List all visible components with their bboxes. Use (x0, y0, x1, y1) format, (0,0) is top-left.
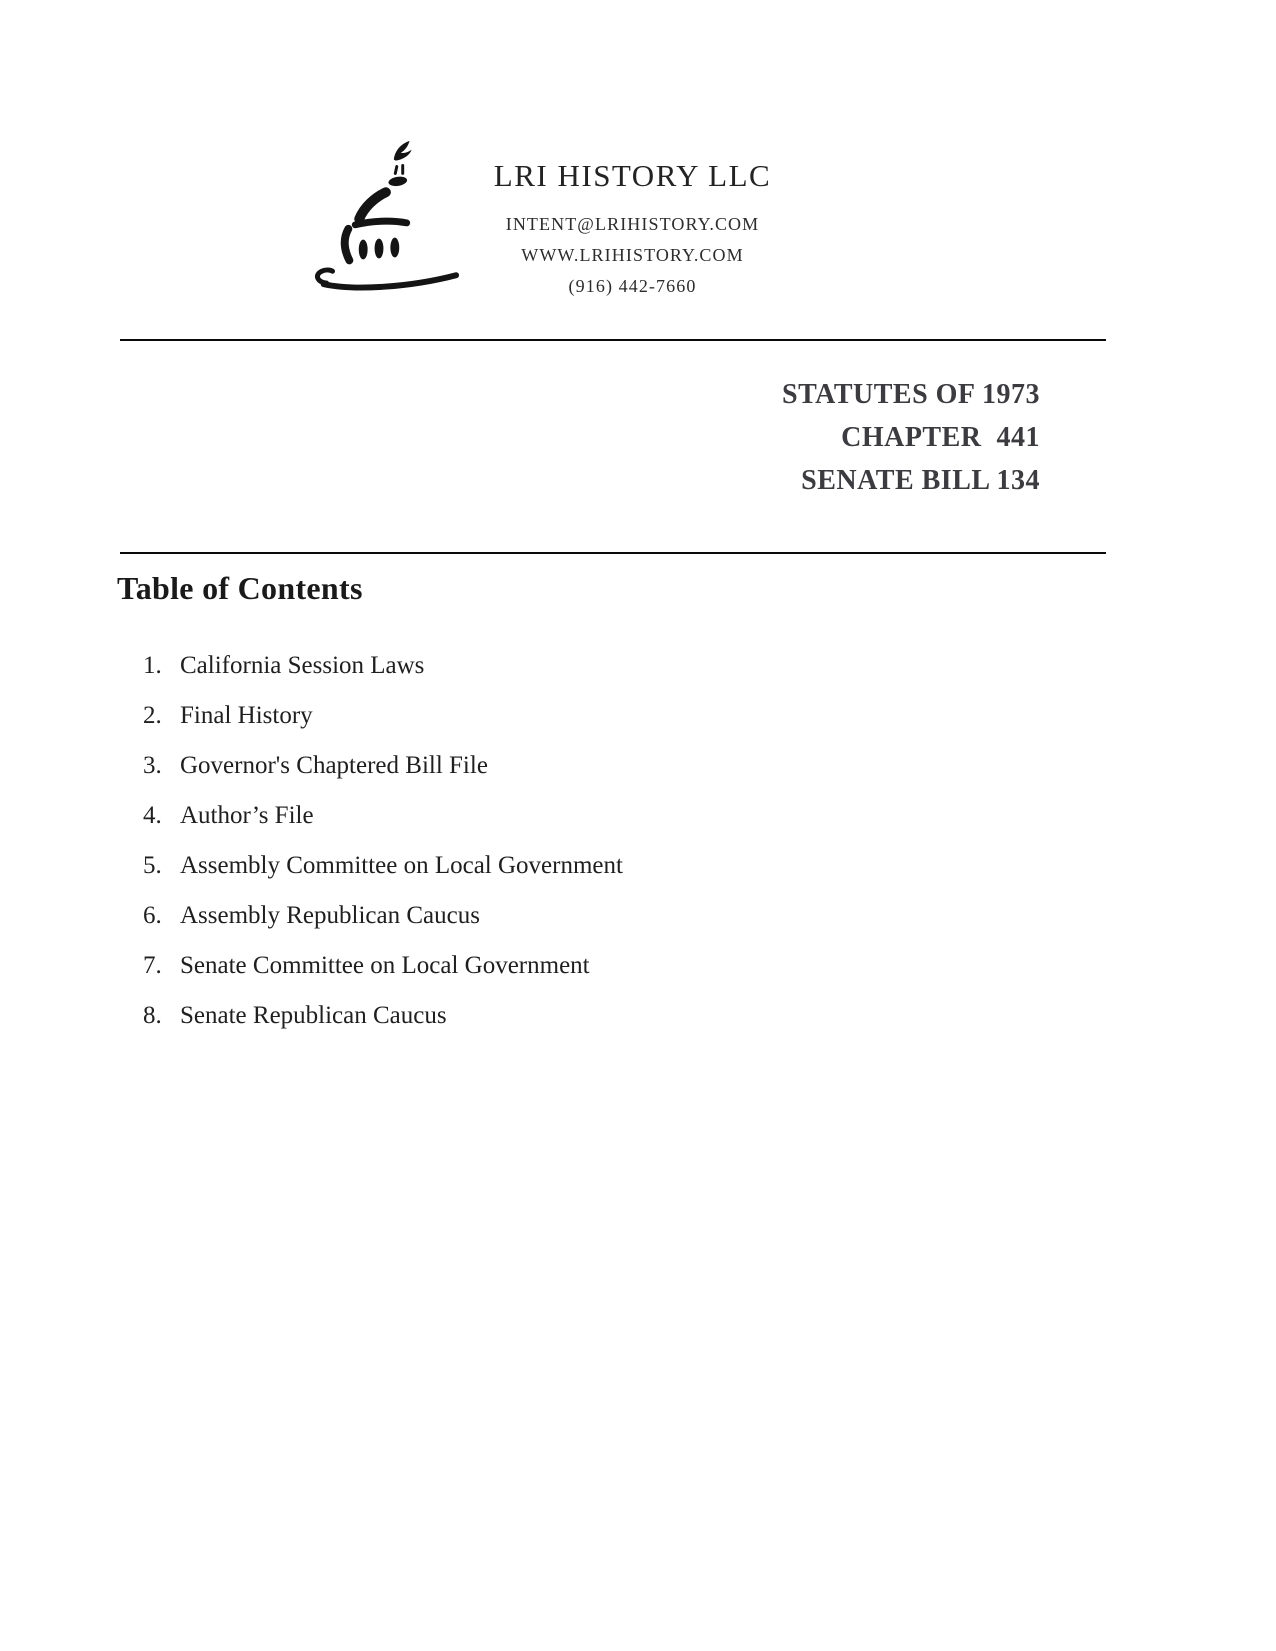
toc-item (143, 652, 623, 702)
horizontal-rule-bottom (120, 552, 1106, 554)
toc-item (143, 952, 623, 1002)
toc-item-label: Governor's Chaptered Bill File (180, 752, 488, 779)
senate-bill-line: SENATE BILL 134 (801, 465, 1040, 496)
toc-item-label: Final History (180, 702, 313, 729)
horizontal-rule-top (120, 339, 1106, 341)
toc-item-number: 2. (143, 702, 162, 729)
company-website: WWW.LRIHISTORY.COM (521, 245, 744, 265)
company-phone: (916) 442-7660 (568, 276, 697, 296)
toc-item (143, 702, 623, 752)
toc-item-label: Assembly Republican Caucus (180, 902, 480, 929)
letterhead (470, 158, 795, 302)
company-name: LRI HISTORY LLC (493, 158, 772, 193)
toc-item (143, 902, 623, 952)
toc-list (143, 652, 623, 1052)
toc-item-number: 1. (143, 652, 162, 679)
toc-item-number: 3. (143, 752, 162, 779)
chapter-line: CHAPTER 441 (841, 422, 1040, 453)
toc-item-number: 5. (143, 852, 162, 879)
toc-item-number: 4. (143, 802, 162, 829)
toc-item (143, 1002, 623, 1052)
toc-item-label: Senate Committee on Local Government (180, 952, 590, 979)
capitol-dome-logo-icon (295, 126, 463, 294)
toc-item (143, 752, 623, 802)
toc-item-label: Senate Republican Caucus (180, 1002, 447, 1029)
company-email: INTENT@LRIHISTORY.COM (505, 214, 760, 234)
statutes-line: STATUTES OF 1973 (782, 379, 1040, 410)
toc-item-label: Assembly Committee on Local Government (180, 852, 623, 879)
toc-item-number: 8. (143, 1002, 162, 1029)
bill-reference-block (782, 373, 1040, 502)
toc-item-number: 7. (143, 952, 162, 979)
toc-item-label: Author’s File (180, 802, 314, 829)
toc-item (143, 802, 623, 852)
toc-item-label: California Session Laws (180, 652, 425, 679)
toc-title: Table of Contents (117, 570, 363, 606)
toc-item-number: 6. (143, 902, 162, 929)
toc-item (143, 852, 623, 902)
